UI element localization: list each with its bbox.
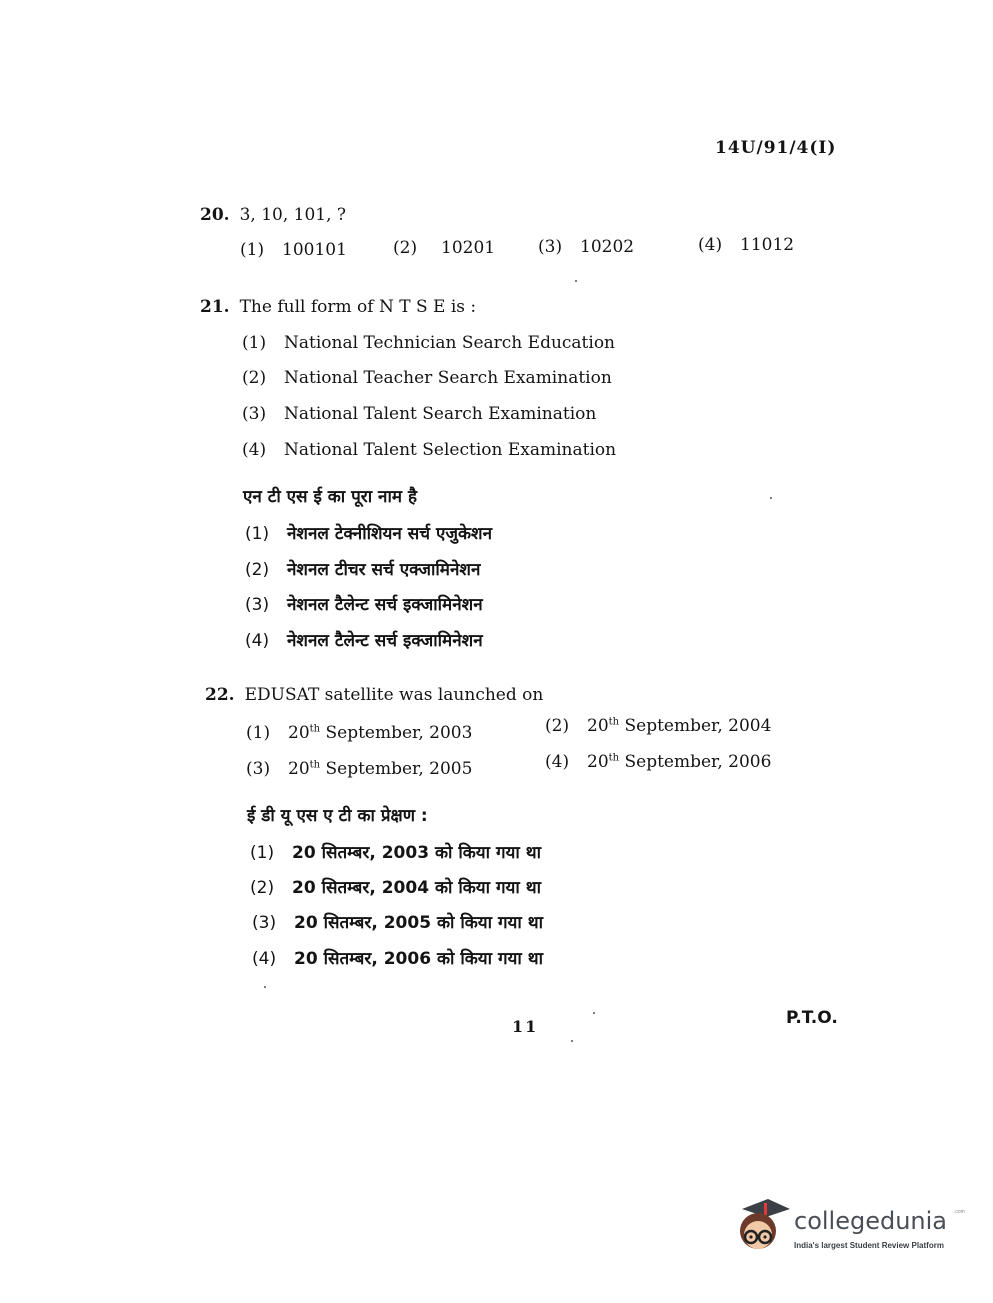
option-number: (2)	[250, 878, 275, 898]
option-22-4	[545, 752, 771, 772]
option-22-3-hindi	[252, 910, 543, 933]
option-text: September, 2004	[619, 716, 772, 736]
option-number: (1)	[250, 843, 275, 863]
option-21-4	[242, 440, 616, 460]
question-text: 3, 10, 101, ?	[239, 205, 347, 225]
scan-speck	[593, 1012, 595, 1014]
question-22	[205, 685, 543, 705]
option-21-1-hindi	[245, 521, 492, 544]
option-sup: th	[608, 752, 620, 764]
collegedunia-watermark	[732, 1195, 972, 1259]
question-number: 21.	[200, 297, 230, 317]
question-number: 20.	[200, 205, 230, 225]
mascot-icon	[732, 1195, 792, 1259]
scan-speck	[770, 497, 772, 499]
option-day: 20	[288, 723, 310, 743]
option-number: (1)	[246, 723, 271, 743]
option-22-1-hindi	[250, 840, 541, 863]
option-number: (1)	[240, 240, 265, 260]
brand-name: collegedunia	[794, 1207, 948, 1235]
option-22-3	[246, 759, 472, 779]
option-text: 20 सितम्बर, 2005 को किया गया था	[294, 913, 543, 933]
option-text: 10201	[441, 238, 496, 258]
option-text: National Teacher Search Examination	[284, 368, 612, 388]
option-text: September, 2006	[619, 752, 772, 772]
question-number: 22.	[205, 685, 235, 705]
option-21-4-hindi	[245, 628, 483, 651]
option-number: (3)	[245, 595, 270, 615]
option-sup: th	[608, 716, 620, 728]
pto-label: P.T.O.	[786, 1008, 838, 1028]
option-20-2	[393, 238, 495, 258]
option-text: 20 सितम्बर, 2004 को किया गया था	[292, 878, 541, 898]
paper-code: 14U/91/4(I)	[715, 138, 837, 158]
option-22-4-hindi	[252, 946, 543, 969]
option-number: (3)	[538, 237, 563, 257]
scan-speck	[575, 280, 577, 282]
option-20-3	[538, 237, 634, 257]
brand-tagline: India's largest Student Review Platform	[794, 1241, 944, 1250]
option-number: (4)	[252, 949, 277, 969]
option-text: नेशनल टैलेन्ट सर्च इक्जामिनेशन	[287, 631, 483, 651]
option-number: (2)	[393, 238, 418, 258]
scan-speck	[571, 1040, 573, 1042]
option-text: 10202	[580, 237, 635, 257]
option-text: नेशनल टीचर सर्च एक्जामिनेशन	[287, 560, 481, 580]
option-20-1	[240, 240, 347, 260]
option-sup: th	[309, 759, 321, 771]
option-21-3	[242, 404, 596, 424]
option-text: National Talent Selection Examination	[284, 440, 617, 460]
question-22-hindi: ई डी यू एस ए टी का प्रेक्षण :	[247, 806, 428, 826]
option-22-2-hindi	[250, 875, 541, 898]
option-text: 100101	[282, 240, 347, 260]
brand-com: .com	[954, 1209, 965, 1215]
question-text: EDUSAT satellite was launched on	[244, 685, 544, 705]
option-21-2	[242, 368, 612, 388]
option-number: (1)	[242, 333, 267, 353]
question-20	[200, 205, 346, 225]
option-text: नेशनल टैलेन्ट सर्च इक्जामिनेशन	[287, 595, 483, 615]
option-21-2-hindi	[245, 557, 480, 580]
option-text: National Talent Search Examination	[284, 404, 597, 424]
option-22-2	[545, 716, 771, 736]
option-number: (2)	[545, 716, 570, 736]
option-text: नेशनल टेक्नीशियन सर्च एजुकेशन	[287, 524, 493, 544]
page-number: 11	[512, 1017, 539, 1036]
option-21-1	[242, 333, 615, 353]
scan-speck	[264, 986, 266, 988]
question-text: The full form of N T S E is :	[239, 297, 477, 317]
option-text: September, 2003	[320, 723, 473, 743]
option-21-3-hindi	[245, 592, 483, 615]
option-number: (3)	[242, 404, 267, 424]
option-sup: th	[309, 723, 321, 735]
option-number: (4)	[545, 752, 570, 772]
option-20-4	[698, 235, 794, 255]
option-day: 20	[587, 716, 609, 736]
option-text: National Technician Search Education	[284, 333, 616, 353]
option-22-1	[246, 723, 472, 743]
question-21-hindi: एन टी एस ई का पूरा नाम है	[243, 487, 417, 507]
option-number: (3)	[252, 913, 277, 933]
option-day: 20	[587, 752, 609, 772]
option-day: 20	[288, 759, 310, 779]
option-number: (2)	[242, 368, 267, 388]
option-number: (4)	[698, 235, 723, 255]
option-text: 20 सितम्बर, 2003 को किया गया था	[292, 843, 541, 863]
option-number: (4)	[242, 440, 267, 460]
option-text: September, 2005	[320, 759, 473, 779]
option-number: (2)	[245, 560, 270, 580]
option-number: (1)	[245, 524, 270, 544]
option-text: 11012	[740, 235, 795, 255]
question-21	[200, 297, 476, 317]
option-text: 20 सितम्बर, 2006 को किया गया था	[294, 949, 543, 969]
option-number: (3)	[246, 759, 271, 779]
option-number: (4)	[245, 631, 270, 651]
